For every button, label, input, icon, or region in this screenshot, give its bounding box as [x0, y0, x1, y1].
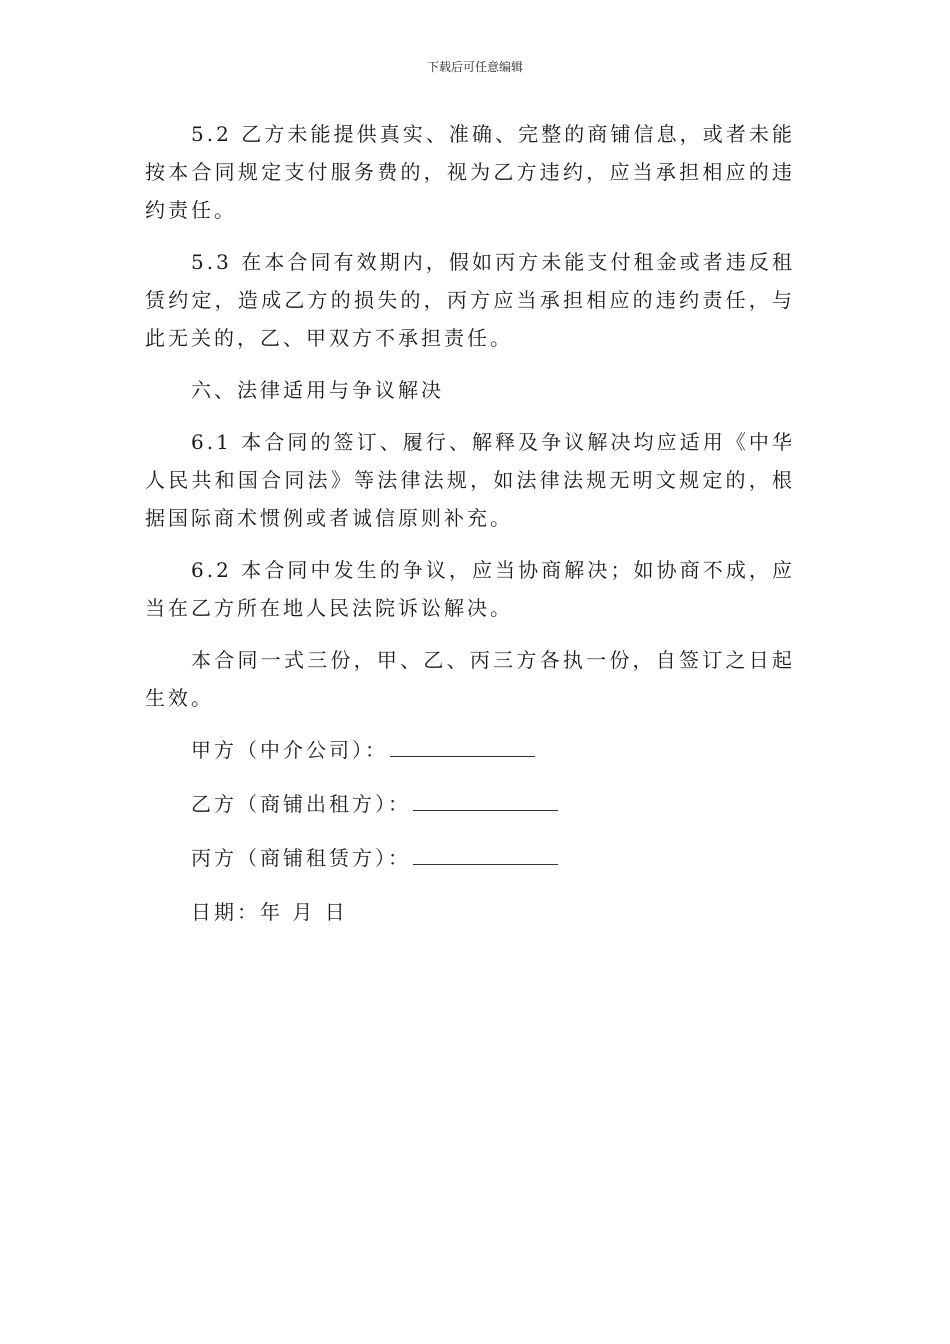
signature-party-b-blank [413, 786, 558, 811]
signature-date [145, 893, 795, 931]
signature-party-a-blank [390, 732, 535, 757]
section-heading-6: 六、法律适用与争议解决 [191, 378, 444, 402]
clause-6-2: 6.2 本合同中发生的争议，应当协商解决；如协商不成，应当在乙方所在地人民法院诉讼解决。 [145, 558, 795, 620]
signature-party-c-label: 丙方（商铺租赁方）： [191, 846, 411, 870]
signature-party-c [145, 839, 795, 877]
header-note: 下载后可任意编辑 [426, 60, 523, 74]
signature-party-c-blank [413, 840, 558, 865]
signature-party-b [145, 785, 795, 823]
document-body [145, 115, 795, 947]
clause-6-1: 6.1 本合同的签订、履行、解释及争议解决均应适用《中华人民共和国合同法》等法律法规，如法律法规无明文规定的，根据国际商术惯例或者诚信原则补充。 [145, 430, 795, 530]
clause-5-2: 5.2 乙方未能提供真实、准确、完整的商铺信息，或者未能按本合同规定支付服务费的，视为乙方违约，应当承担相应的违约责任。 [145, 122, 795, 222]
clause-5-3: 5.3 在本合同有效期内，假如丙方未能支付租金或者违反租赁约定，造成乙方的损失的，丙方应当承担相应的违约责任，与此无关的，乙、甲双方不承担责任。 [145, 250, 795, 350]
effectiveness-clause: 本合同一式三份，甲、乙、丙三方各执一份，自签订之日起生效。 [145, 648, 795, 710]
signature-party-a [145, 731, 795, 769]
signature-party-a-label: 甲方（中介公司）： [191, 738, 388, 762]
signature-party-b-label: 乙方（商铺出租方）： [191, 792, 411, 816]
signature-date-label: 日期：年 月 日 [191, 900, 348, 924]
